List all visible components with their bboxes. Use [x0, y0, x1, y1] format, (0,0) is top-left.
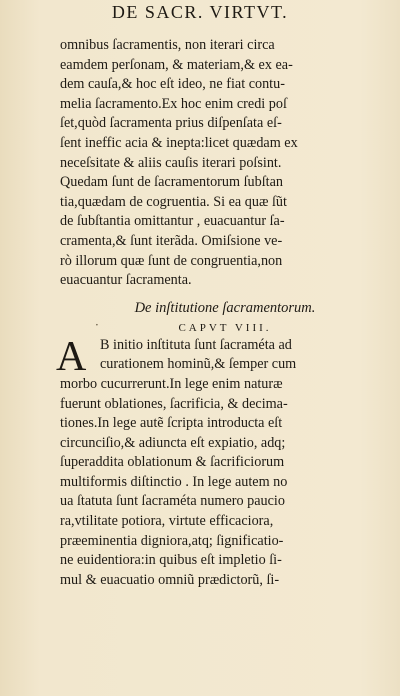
text-line: omnibus ſacramentis, non iterari circa	[60, 37, 275, 53]
text-line: circunciſio,& adiuncta eſt expiatio, adq;	[60, 434, 286, 451]
margin-mark: ·	[95, 318, 99, 332]
text-line: Quedam ſunt de ſacramentorum ſubſtan	[60, 174, 283, 191]
chapter-heading: CAPVT VIII.	[178, 321, 272, 334]
body-text	[56, 36, 390, 590]
text-line: ſent ineffic acia & inepta:licet quædam ex	[60, 134, 298, 151]
text-line: morbo cucurrerunt.In lege enim naturæ	[60, 375, 283, 392]
paragraph-continuation	[60, 36, 390, 291]
text-line: de ſubſtantia omittantur , euacuantur ſa-	[60, 213, 285, 230]
text-line: ſet,quòd ſacramenta prius diſpenſata eſ-	[60, 115, 282, 132]
text-line: rò illorum quæ ſunt de congruentia,non	[60, 252, 283, 269]
text-line: dem cauſa,& hoc eſt ideo, ne fiat contu-	[60, 76, 285, 93]
text-line: B initio inſtituta ſunt ſacraméta ad	[100, 336, 292, 353]
text-line: curationem hominũ,& ſemper cum	[100, 356, 297, 373]
text-line: cramenta,& ſunt iterãda. Omiſsione ve-	[60, 232, 283, 249]
text-line: multiformis diſtinctio . In lege autem no	[60, 473, 288, 490]
text-line: præeminentia digniora,atq; ſignificatio-	[60, 532, 284, 549]
text-line: fuerunt oblationes, ſacrificia, & decima-	[60, 395, 288, 412]
text-line: eamdem perſonam, & materiam,& ex ea-	[60, 56, 293, 73]
text-line: ne euidentiora:in quibus eſt impletio ſi-	[60, 552, 282, 569]
running-head: DE SACR. VIRTVT.	[111, 2, 289, 22]
text-line: mul & euacuatio omniũ prædictorũ, ſi-	[60, 571, 280, 588]
chapter-paragraph	[56, 333, 390, 591]
text-line: tia,quædam de cogruentia. Si ea quæ ſũt	[60, 193, 287, 210]
drop-cap-initial: A	[56, 333, 87, 380]
text-line: ua ſtatuta ſunt ſacraméta numero paucio	[60, 493, 285, 510]
text-line: tiones.In lege autẽ ſcripta introducta eſt	[60, 415, 283, 432]
text-line: neceſsitate & aliis cauſis iterari poſsint.	[60, 154, 282, 171]
section-heading: De inſtitutione ſacramentorum.	[134, 299, 316, 316]
text-line: ra,vtilitate potiora, virtute efficaciora,	[60, 513, 274, 530]
text-line: melia ſacramento.Ex hoc enim credi poſ	[60, 95, 287, 112]
text-line: ſuperaddita oblationum & ſacrificiorum	[60, 454, 285, 471]
text-line: euacuantur ſacramenta.	[60, 272, 192, 289]
